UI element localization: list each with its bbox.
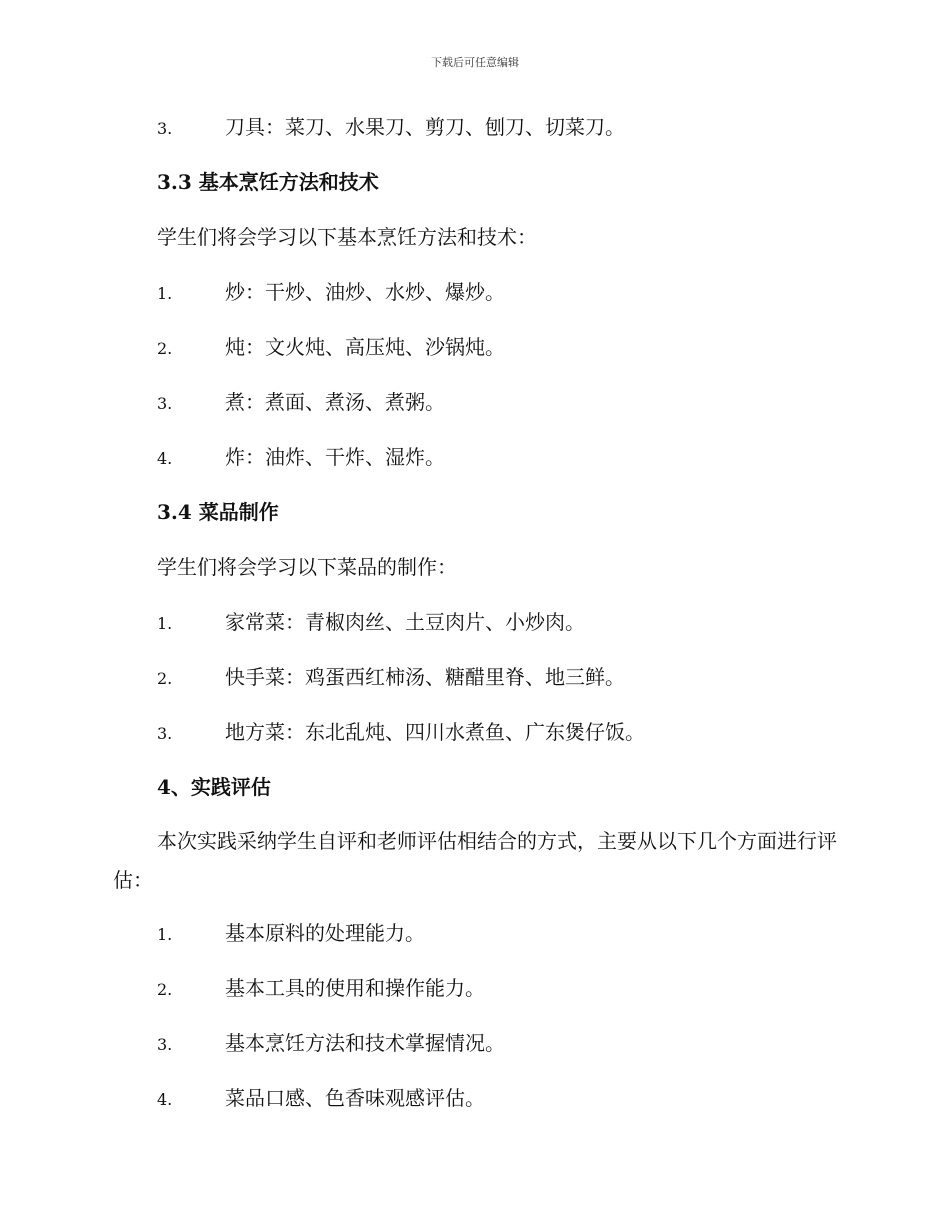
section-heading-3-3: 3.3 基本烹饪方法和技术 — [157, 170, 379, 194]
list-text: 炖：文火炖、高压炖、沙锅炖。 — [225, 335, 505, 359]
list-text: 快手菜：鸡蛋西红柿汤、糖醋里脊、地三鲜。 — [225, 665, 625, 689]
list-item — [113, 275, 838, 330]
list-text: 地方菜：东北乱炖、四川水煮鱼、广东煲仔饭。 — [225, 720, 645, 744]
section-intro-3-3: 学生们将会学习以下基本烹饪方法和技术： — [157, 225, 537, 249]
list-text: 家常菜：青椒肉丝、土豆肉片、小炒肉。 — [225, 610, 585, 634]
list-number: 3. — [157, 119, 173, 138]
list-text: 基本工具的使用和操作能力。 — [225, 976, 485, 1000]
list-text: 炒：干炒、油炒、水炒、爆炒。 — [225, 280, 505, 304]
list-number: 2. — [157, 669, 173, 688]
section-heading-4: 4、实践评估 — [157, 775, 271, 799]
list-item — [113, 605, 838, 660]
list-text: 煮：煮面、煮汤、煮粥。 — [225, 390, 445, 414]
list-text: 炸：油炸、干炸、湿炸。 — [225, 445, 445, 469]
list-item — [113, 385, 838, 440]
section-paragraph-4: 本次实践采纳学生自评和老师评估相结合的方式，主要从以下几个方面进行评估： — [113, 829, 837, 892]
section-intro-3-4: 学生们将会学习以下菜品的制作： — [157, 555, 457, 579]
list-number: 1. — [157, 614, 173, 633]
document-body — [113, 110, 838, 1136]
list-number: 2. — [157, 980, 173, 999]
list-item — [113, 1026, 838, 1081]
list-item — [113, 715, 838, 770]
section-heading-3-4: 3.4 菜品制作 — [157, 500, 279, 524]
list-item — [113, 916, 838, 971]
list-item — [113, 660, 838, 715]
list-text: 菜品口感、色香味观感评估。 — [225, 1086, 485, 1110]
list-number: 1. — [157, 284, 173, 303]
list-text: 基本原料的处理能力。 — [225, 921, 425, 945]
list-text: 刀具：菜刀、水果刀、剪刀、刨刀、切菜刀。 — [225, 115, 625, 139]
list-number: 4. — [157, 1090, 173, 1109]
list-item — [113, 110, 838, 165]
list-number: 3. — [157, 1035, 173, 1054]
list-item — [113, 1081, 838, 1136]
list-number: 2. — [157, 339, 173, 358]
list-item — [113, 330, 838, 385]
list-text: 基本烹饪方法和技术掌握情况。 — [225, 1031, 505, 1055]
page-header-note: 下载后可任意编辑 — [431, 56, 519, 69]
list-item — [113, 440, 838, 495]
list-item — [113, 971, 838, 1026]
list-number: 3. — [157, 724, 173, 743]
list-number: 1. — [157, 925, 173, 944]
list-number: 4. — [157, 449, 173, 468]
list-number: 3. — [157, 394, 173, 413]
